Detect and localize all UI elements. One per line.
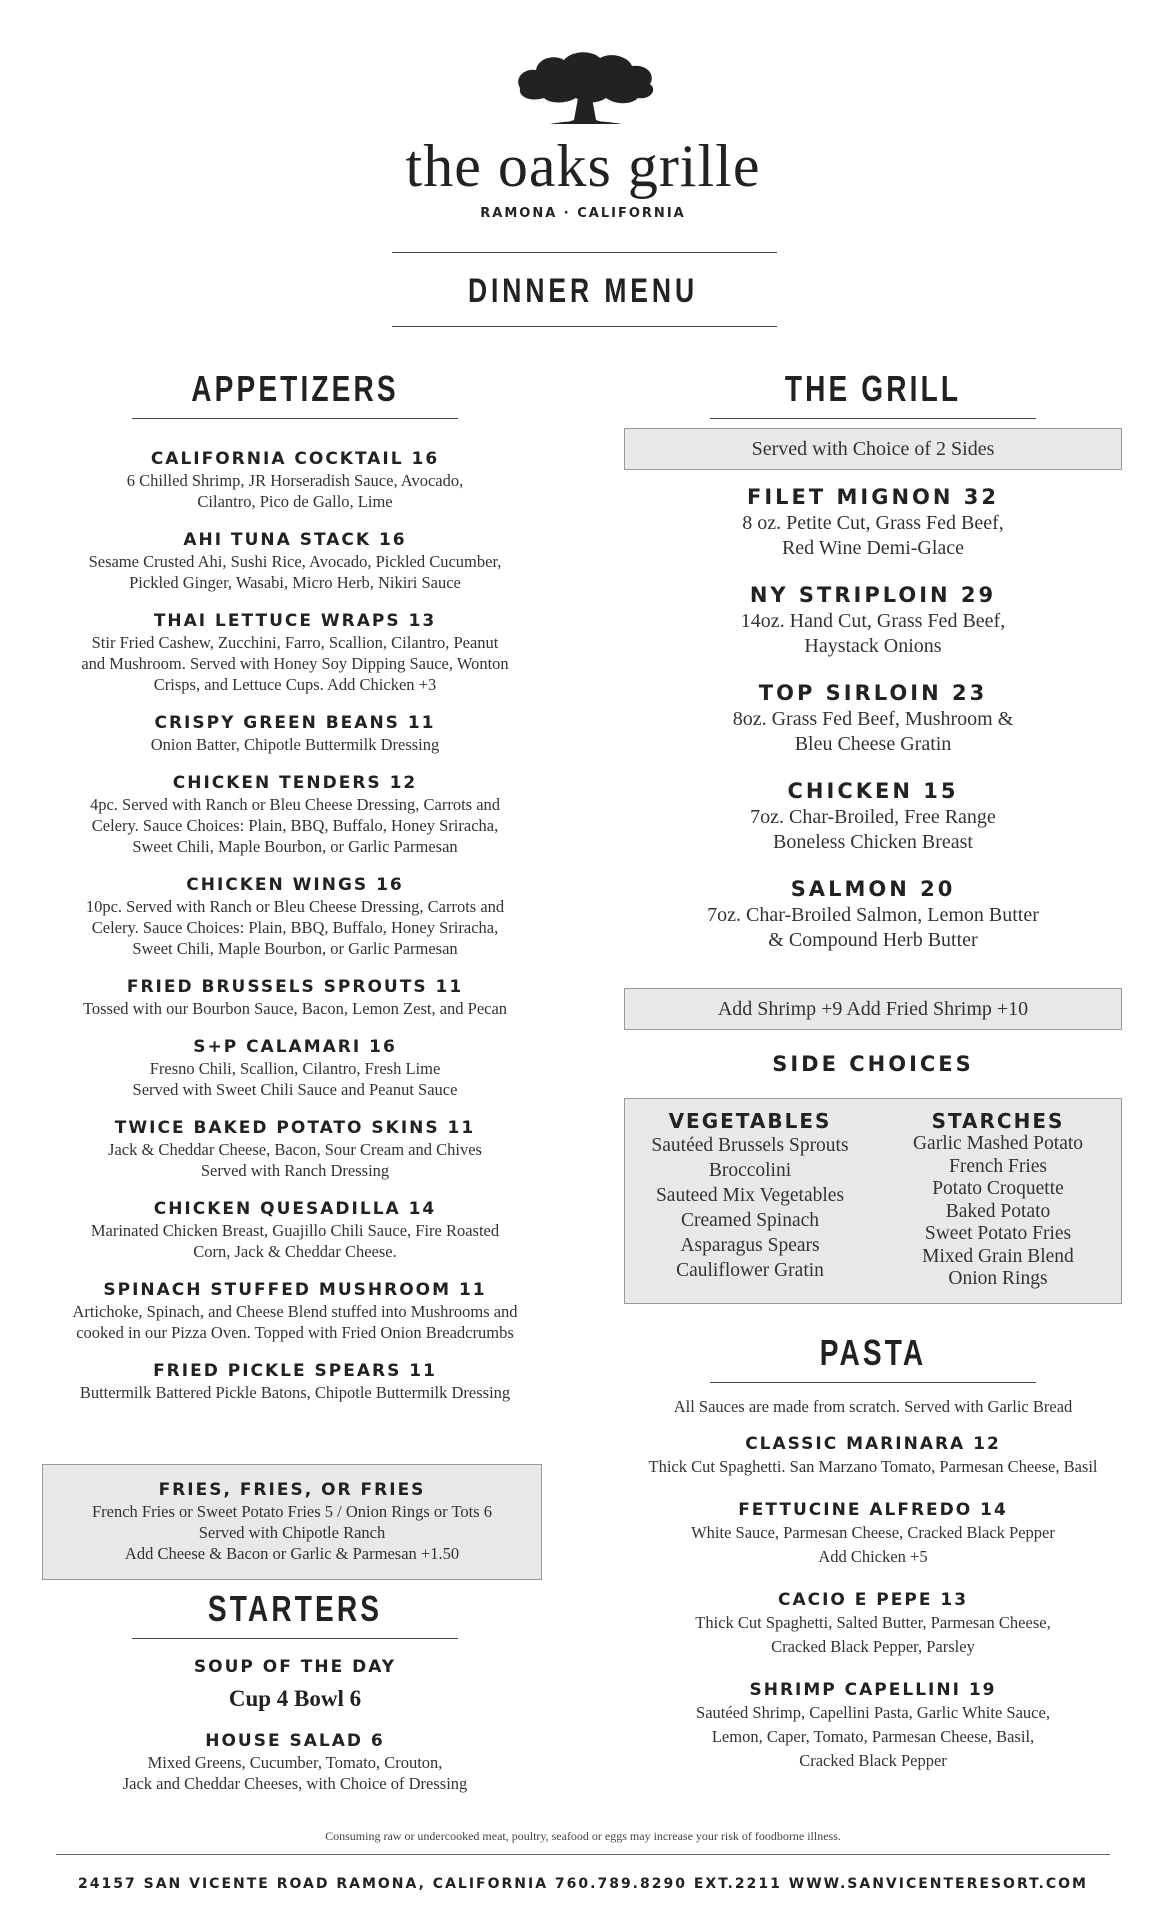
menu-item: [30, 1360, 560, 1403]
item-name: SALMON 20: [790, 877, 956, 901]
item-name: CHICKEN WINGS 16: [186, 875, 404, 895]
item-desc-line: Haystack Onions: [804, 635, 942, 657]
menu-item: [610, 778, 1136, 855]
item-desc-line: Lemon, Caper, Tomato, Parmesan Cheese, Basil,: [711, 1727, 1035, 1746]
item-desc-line: Onion Batter, Chipotle Buttermilk Dressing: [150, 735, 440, 754]
item-name: FILET MIGNON 32: [746, 485, 999, 509]
menu-item: [30, 610, 560, 695]
item-name: CLASSIC MARINARA 12: [745, 1434, 1001, 1454]
item-name: CHICKEN QUESADILLA 14: [153, 1199, 437, 1219]
menu-item: [30, 1117, 560, 1181]
side-item: Creamed Spinach: [680, 1210, 820, 1231]
item-name: AHI TUNA STACK 16: [183, 530, 407, 550]
brand-name: the oaks grille: [405, 133, 761, 199]
side-item: Potato Croquette: [932, 1178, 1064, 1199]
item-desc-line: Add Chicken +5: [818, 1547, 928, 1566]
header-divider-bottom: [392, 326, 777, 327]
side-item: French Fries: [948, 1155, 1048, 1177]
grill-served-note: Served with Choice of 2 Sides: [624, 428, 1122, 470]
starters-title: STARTERS: [207, 1588, 383, 1629]
item-name: FRIES, FRIES, OR FRIES: [158, 1480, 426, 1500]
item-desc-line: Celery. Sauce Choices: Plain, BBQ, Buffalo, Honey Sriracha,: [91, 816, 499, 835]
pasta-list: [610, 1396, 1136, 1790]
pasta-note: All Sauces are made from scratch. Served with Garlic Bread: [673, 1397, 1073, 1416]
item-desc-line: White Sauce, Parmesan Cheese, Cracked Black Pepper: [691, 1523, 1055, 1542]
item-desc-line: Tossed with our Bourbon Sauce, Bacon, Lemon Zest, and Pecan: [82, 999, 508, 1018]
item-desc-line: Sweet Chili, Maple Bourbon, or Garlic Parmesan: [132, 939, 458, 958]
item-desc-line: French Fries or Sweet Potato Fries 5 / Onion Rings or Tots 6: [91, 1502, 493, 1521]
item-desc-line: Celery. Sauce Choices: Plain, BBQ, Buffalo, Honey Sriracha,: [91, 918, 499, 937]
item-desc-line: Served with Sweet Chili Sauce and Peanut Sauce: [132, 1080, 458, 1099]
side-item: Mixed Grain Blend: [922, 1245, 1074, 1267]
item-name: CALIFORNIA COCKTAIL 16: [150, 449, 440, 469]
side-item: Broccolini: [708, 1160, 792, 1181]
grill-list: [610, 484, 1136, 974]
side-item: Cauliflower Gratin: [676, 1260, 824, 1281]
appetizers-divider: [132, 418, 458, 419]
item-desc-line: 8 oz. Petite Cut, Grass Fed Beef,: [742, 512, 1004, 534]
menu-item: [30, 1198, 560, 1262]
item-name: FRIED BRUSSELS SPROUTS 11: [126, 977, 464, 997]
side-item: Sautéed Brussels Sprouts: [651, 1135, 849, 1156]
item-desc-line: Sweet Chili, Maple Bourbon, or Garlic Parmesan: [132, 837, 458, 856]
item-desc-line: Mixed Greens, Cucumber, Tomato, Crouton,: [147, 1753, 443, 1772]
item-name: CACIO E PEPE 13: [777, 1590, 969, 1610]
footer-address: 24157 SAN VICENTE ROAD RAMONA, CALIFORNIA 760.789.8290 EXT.2211 WWW.SANVICENTERESORT.COM: [78, 1876, 1088, 1892]
vegetables-column: [625, 1109, 875, 1283]
item-name: HOUSE SALAD 6: [205, 1731, 385, 1751]
menu-item: [30, 1279, 560, 1343]
fries-box: [42, 1464, 542, 1580]
item-desc-line: Artichoke, Spinach, and Cheese Blend stuffed into Mushrooms and: [72, 1302, 518, 1321]
item-desc-line: Jack & Cheddar Cheese, Bacon, Sour Cream and Chives: [108, 1140, 482, 1159]
menu-item: [30, 874, 560, 959]
side-item: Sauteed Mix Vegetables: [655, 1185, 845, 1206]
item-name: CHICKEN 15: [787, 779, 959, 803]
sides-title: SIDE CHOICES: [772, 1052, 974, 1076]
item-desc-line: Fresno Chili, Scallion, Cilantro, Fresh Lime: [149, 1059, 441, 1078]
brand-location: RAMONA · CALIFORNIA: [480, 206, 686, 221]
side-item: Garlic Mashed Potato: [912, 1133, 1084, 1154]
footer-divider: [56, 1854, 1110, 1855]
item-desc-line: 7oz. Char-Broiled Salmon, Lemon Butter: [707, 904, 1039, 926]
menu-item: [610, 484, 1136, 561]
grill-add-note: Add Shrimp +9 Add Fried Shrimp +10: [624, 988, 1122, 1030]
item-name: SPINACH STUFFED MUSHROOM 11: [103, 1280, 487, 1300]
item-desc-line: Served with Ranch Dressing: [200, 1161, 390, 1180]
item-name: NY STRIPLOIN 29: [749, 583, 997, 607]
item-desc-line: Sautéed Shrimp, Capellini Pasta, Garlic White Sauce,: [696, 1703, 1050, 1722]
grill-title: THE GRILL: [784, 368, 962, 409]
menu-item: [30, 529, 560, 593]
item-desc-line: Cracked Black Pepper, Parsley: [771, 1637, 975, 1656]
menu-item: [610, 876, 1136, 953]
item-desc-line: Marinated Chicken Breast, Guajillo Chili Sauce, Fire Roasted: [90, 1221, 500, 1240]
item-name: TWICE BAKED POTATO SKINS 11: [114, 1118, 476, 1138]
item-desc-line: Thick Cut Spaghetti, Salted Butter, Parmesan Cheese,: [695, 1613, 1051, 1632]
starches-title: STARCHES: [931, 1109, 1065, 1133]
item-desc-line: Served with Chipotle Ranch: [198, 1523, 386, 1542]
item-desc-line: 14oz. Hand Cut, Grass Fed Beef,: [740, 610, 1006, 632]
menu-item: [610, 1679, 1136, 1773]
item-desc-line: Buttermilk Battered Pickle Batons, Chipotle Buttermilk Dressing: [79, 1383, 511, 1402]
menu-item: [610, 1499, 1136, 1569]
item-desc-line: & Compound Herb Butter: [768, 929, 978, 951]
item-desc-line: Bleu Cheese Gratin: [794, 733, 952, 755]
item-desc-line: Jack and Cheddar Cheeses, with Choice of Dressing: [122, 1774, 468, 1793]
menu-item: [30, 448, 560, 512]
menu-item: [610, 1433, 1136, 1479]
item-name: S+P CALAMARI 16: [193, 1037, 397, 1057]
item-desc-line: 7oz. Char-Broiled, Free Range: [750, 806, 996, 828]
item-desc-line: Cilantro, Pico de Gallo, Lime: [197, 492, 393, 511]
item-desc-line: cooked in our Pizza Oven. Topped with Fried Onion Breadcrumbs: [76, 1323, 514, 1342]
appetizers-list: [30, 448, 560, 1420]
menu-header: [0, 0, 1166, 340]
item-name: FETTUCINE ALFREDO 14: [738, 1500, 1008, 1520]
menu-item: [30, 1036, 560, 1100]
item-desc-line: Boneless Chicken Breast: [773, 831, 973, 853]
item-desc-line: Stir Fried Cashew, Zucchini, Farro, Scallion, Cilantro, Peanut: [91, 633, 499, 652]
oak-tree-icon: [510, 48, 660, 128]
header-divider-top: [392, 252, 777, 253]
item-desc-line: Crisps, and Lettuce Cups. Add Chicken +3: [153, 675, 437, 694]
side-item: Onion Rings: [948, 1268, 1048, 1289]
side-item: Asparagus Spears: [680, 1235, 820, 1256]
side-item: Baked Potato: [945, 1200, 1051, 1222]
item-name: FRIED PICKLE SPEARS 11: [153, 1361, 437, 1381]
item-desc-line: 6 Chilled Shrimp, JR Horseradish Sauce, Avocado,: [126, 471, 464, 490]
item-desc-line: Corn, Jack & Cheddar Cheese.: [193, 1242, 397, 1261]
pasta-title: PASTA: [819, 1332, 927, 1373]
item-desc-line: Sesame Crusted Ahi, Sushi Rice, Avocado, Pickled Cucumber,: [88, 552, 502, 571]
item-desc-line: 8oz. Grass Fed Beef, Mushroom &: [732, 708, 1014, 730]
vegetables-title: VEGETABLES: [668, 1109, 832, 1133]
soup-prices: Cup 4 Bowl 6: [228, 1686, 362, 1711]
menu-item: [610, 680, 1136, 757]
item-desc-line: 4pc. Served with Ranch or Bleu Cheese Dressing, Carrots and: [89, 795, 501, 814]
item-name: SHRIMP CAPELLINI 19: [749, 1680, 997, 1700]
item-name: CHICKEN TENDERS 12: [172, 773, 418, 793]
menu-item: [30, 712, 560, 755]
starters-list: [30, 1656, 560, 1794]
menu-title: DINNER MENU: [467, 272, 699, 310]
menu-item: [30, 772, 560, 857]
sides-box: [624, 1098, 1122, 1304]
item-desc-line: Pickled Ginger, Wasabi, Micro Herb, Nikiri Sauce: [129, 573, 461, 592]
item-name: TOP SIRLOIN 23: [758, 681, 988, 705]
item-desc-line: Red Wine Demi-Glace: [781, 537, 965, 559]
item-name: CRISPY GREEN BEANS 11: [154, 713, 436, 733]
pasta-divider: [710, 1382, 1036, 1383]
side-item: Sweet Potato Fries: [924, 1223, 1072, 1244]
item-desc-line: and Mushroom. Served with Honey Soy Dipping Sauce, Wonton: [81, 654, 509, 673]
starches-column: [875, 1109, 1121, 1291]
menu-item: [610, 582, 1136, 659]
item-desc-line: Cracked Black Pepper: [799, 1751, 947, 1770]
starters-divider: [132, 1638, 458, 1639]
menu-item: [610, 1589, 1136, 1659]
item-name: THAI LETTUCE WRAPS 13: [153, 611, 437, 631]
appetizers-title: APPETIZERS: [191, 368, 399, 409]
item-name: SOUP OF THE DAY: [193, 1657, 397, 1677]
item-desc-line: Thick Cut Spaghetti. San Marzano Tomato, Parmesan Cheese, Basil: [648, 1457, 1098, 1476]
grill-divider: [710, 418, 1036, 419]
item-desc-line: Add Cheese & Bacon or Garlic & Parmesan +1.50: [124, 1544, 460, 1563]
food-safety-warning: Consuming raw or undercooked meat, poultry, seafood or eggs may increase your risk of foodborne illness.: [325, 1829, 841, 1843]
item-desc-line: 10pc. Served with Ranch or Bleu Cheese Dressing, Carrots and: [85, 897, 505, 916]
menu-item: [30, 976, 560, 1019]
